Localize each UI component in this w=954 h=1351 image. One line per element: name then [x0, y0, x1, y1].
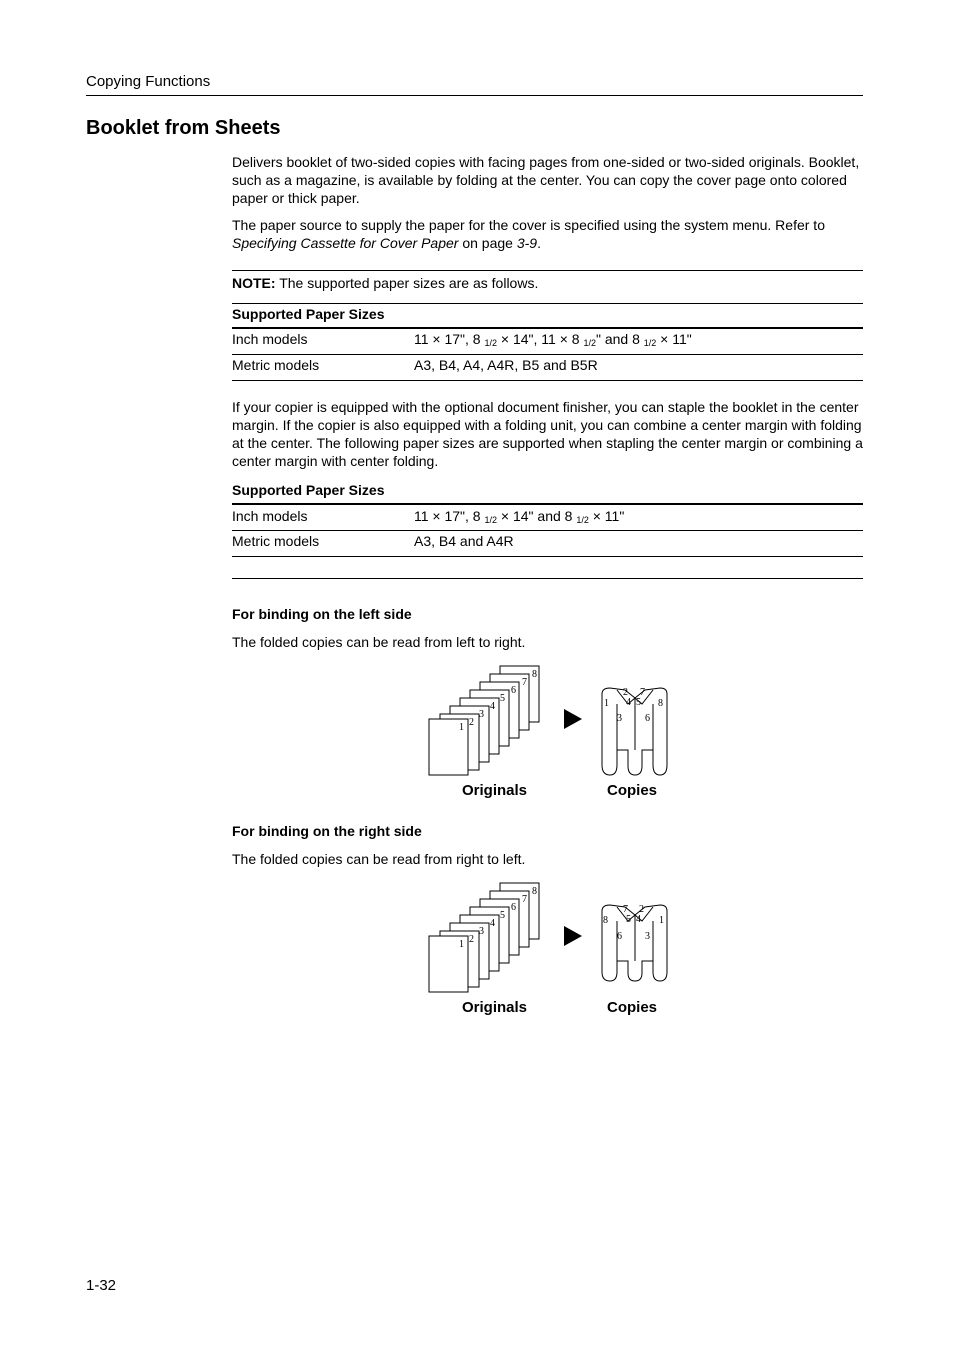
running-header: Copying Functions	[86, 73, 211, 90]
page-number-footer: 1-32	[86, 1277, 117, 1294]
table1-header: Supported Paper Sizes	[232, 306, 385, 322]
svg-text:2: 2	[623, 687, 628, 698]
table2-header-rule	[232, 503, 863, 505]
table2-rule-bottom	[232, 556, 863, 557]
note-rule-top	[232, 270, 863, 271]
left-binding-heading: For binding on the left side	[232, 606, 412, 622]
table1-row-label: Metric models	[232, 357, 320, 373]
fraction: 1/2	[643, 338, 657, 348]
table2-header: Supported Paper Sizes	[232, 482, 385, 498]
intro-text: on page	[458, 235, 517, 251]
table2-row-rule	[232, 530, 863, 531]
page-title: Booklet from Sheets	[86, 117, 281, 139]
table2-row-value: A3, B4 and A4R	[414, 533, 514, 549]
arrow-right-icon	[564, 709, 582, 729]
value-text: × 11"	[588, 508, 625, 524]
svg-text:4: 4	[626, 697, 631, 708]
table2-row-label: Inch models	[232, 508, 308, 524]
page-number: 5	[500, 910, 505, 921]
copies-label: Copies	[607, 999, 658, 1016]
svg-text:2: 2	[639, 904, 644, 915]
originals-stack	[429, 883, 539, 992]
table1-rule-bottom	[232, 380, 863, 381]
svg-text:7: 7	[623, 904, 628, 915]
page-number: 7	[522, 677, 527, 688]
cross-reference-link[interactable]: Specifying Cassette for Cover Paper	[232, 235, 459, 251]
left-binding-text: The folded copies can be read from left to right.	[232, 634, 526, 650]
arrow-right-icon	[564, 926, 582, 946]
page-number: 6	[511, 685, 516, 696]
table1-row-value: A3, B4, A4, A4R, B5 and B5R	[414, 357, 598, 373]
svg-text:5: 5	[626, 914, 631, 925]
svg-text:6: 6	[617, 931, 622, 942]
table1-row-rule	[232, 354, 863, 355]
page-number: 5	[500, 693, 505, 704]
page-number: 1	[459, 722, 464, 733]
svg-text:3: 3	[617, 713, 622, 724]
page-number: 7	[522, 894, 527, 905]
note	[232, 274, 863, 292]
page-number: 1	[459, 939, 464, 950]
section-rule	[232, 578, 863, 579]
svg-text:4: 4	[636, 914, 641, 925]
svg-text:6: 6	[645, 713, 650, 724]
svg-text:5: 5	[636, 697, 641, 708]
originals-stack	[429, 666, 539, 775]
table2-row-label: Metric models	[232, 533, 320, 549]
right-binding-heading: For binding on the right side	[232, 823, 422, 839]
page-number: 4	[490, 918, 495, 929]
header-rule	[86, 95, 863, 96]
value-text: × 14" and 8	[497, 508, 577, 524]
svg-text:8: 8	[603, 915, 608, 926]
fraction: 1/2	[576, 515, 589, 525]
note-text: The supported paper sizes are as follows.	[275, 275, 539, 291]
svg-text:1: 1	[659, 915, 664, 926]
originals-label: Originals	[462, 782, 528, 799]
left-binding-illustration	[420, 660, 680, 785]
right-binding-text: The folded copies can be read from right to left.	[232, 851, 526, 867]
table1-header-rule	[232, 327, 863, 329]
table2-row-value	[414, 507, 624, 527]
svg-text:3: 3	[645, 931, 650, 942]
page-number: 8	[532, 886, 537, 897]
value-text: " and 8	[595, 331, 644, 347]
originals-label: Originals	[462, 999, 528, 1016]
svg-text:7: 7	[640, 687, 645, 698]
copies-booklet	[602, 905, 667, 981]
table1-row-label: Inch models	[232, 331, 308, 347]
page-reference[interactable]: 3-9	[516, 235, 538, 251]
value-text: × 11"	[656, 331, 692, 347]
page-number: 8	[532, 669, 537, 680]
page-number: 2	[469, 717, 474, 728]
page-number: 6	[511, 902, 516, 913]
fraction: 1/2	[583, 338, 596, 348]
svg-text:1: 1	[604, 698, 609, 709]
svg-text:8: 8	[658, 698, 663, 709]
value-text: 11 × 17", 8	[414, 331, 485, 347]
page-number: 3	[479, 709, 484, 720]
intro-text: .	[537, 235, 541, 251]
table1-row-value	[414, 330, 692, 350]
intro-text: The paper source to supply the paper for the cover is specified using the system menu. Refer to	[232, 217, 825, 233]
value-text: 11 × 17", 8	[414, 508, 485, 524]
fraction: 1/2	[484, 515, 498, 525]
intro-paragraph-2	[232, 216, 863, 252]
intro-paragraph-1: Delivers booklet of two-sided copies with facing pages from one-sided or two-sided originals. Booklet, such as a magazine, is available by folding at the center. You can copy the cover page onto colored paper or thick paper.	[232, 154, 860, 206]
value-text: × 14", 11 × 8	[497, 331, 584, 347]
page-number: 4	[490, 701, 495, 712]
copies-label: Copies	[607, 782, 658, 799]
note-label: NOTE:	[232, 275, 276, 291]
page-number: 3	[479, 926, 484, 937]
right-binding-illustration	[420, 877, 680, 1002]
fraction: 1/2	[484, 338, 498, 348]
page-number: 2	[469, 934, 474, 945]
finisher-paragraph: If your copier is equipped with the optional document finisher, you can staple the booklet in the center margin. If the copier is also equipped with a folding unit, you can combine a center margin with folding at the center. The following paper sizes are supported when stapling the center margin or combining a center margin with center folding.	[232, 399, 863, 469]
table1-rule-top	[232, 303, 863, 304]
